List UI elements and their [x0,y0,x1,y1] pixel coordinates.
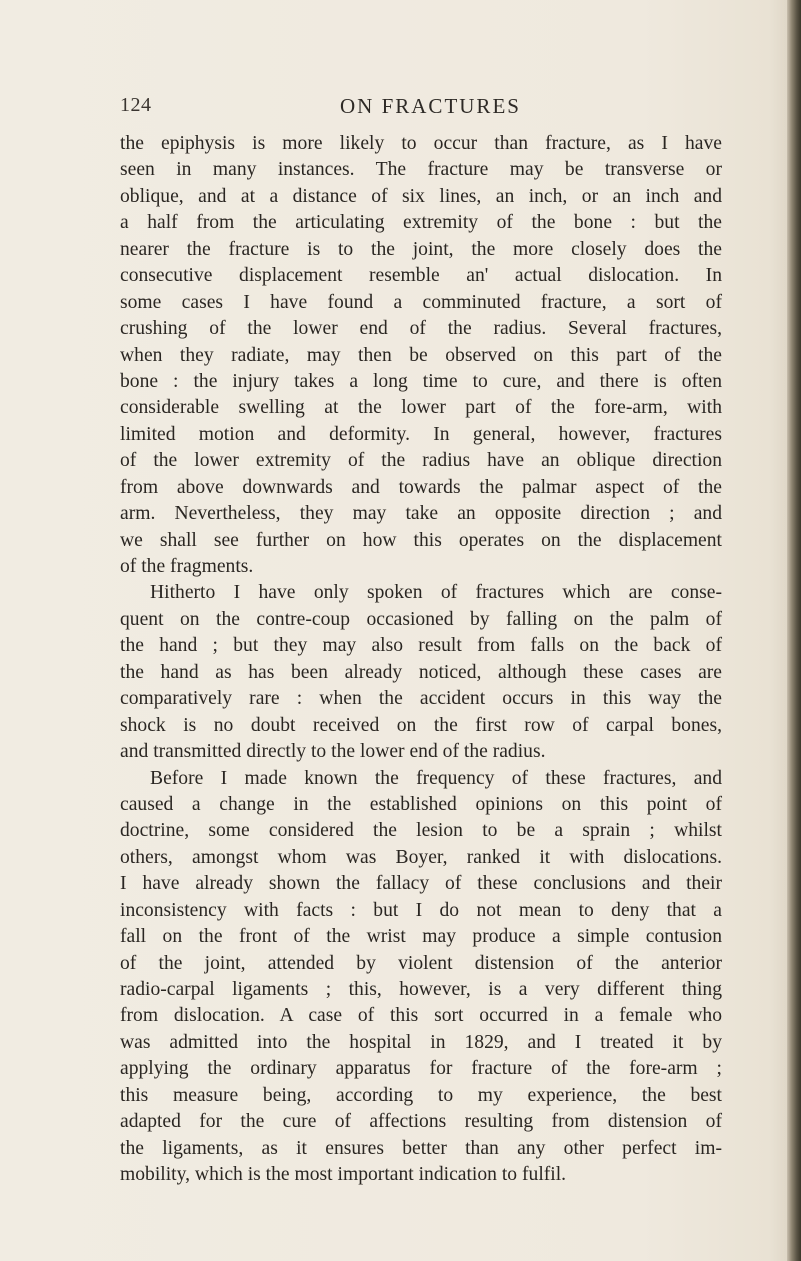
text-line: was admitted into the hospital in 1829, and I treated it by [120,1031,722,1053]
text-line: nearer the fracture is to the joint, the more closely does the [120,238,722,260]
text-line: adapted for the cure of affections resulting from distension of [120,1111,722,1133]
text-line: seen in many instances. The fracture may be transverse or [120,159,722,181]
text-line: when they radiate, may then be observed on this part of the [120,344,722,366]
text-line: we shall see further on how this operates on the displacement [120,529,722,551]
text-line: the hand ; but they may also result from falls on the back of [120,635,722,657]
text-line: this measure being, according to my experience, the best [120,1084,722,1106]
text-line: of the fragments. [120,556,254,577]
text-line: and transmitted directly to the lower end of the radius. [120,741,546,763]
text-line: fall on the front of the wrist may produce a simple contusion [120,926,722,948]
text-line: the hand as has been already noticed, although these cases are [120,661,722,683]
text-line: oblique, and at a distance of six lines, an inch, or an inch and [120,185,722,207]
text-line: some cases I have found a comminuted fracture, a sort of [120,291,722,313]
text-line: the epiphysis is more likely to occur than fracture, as I have [120,133,722,154]
text-line: caused a change in the established opinions on this point of [120,793,722,815]
text-line: crushing of the lower end of the radius. Several fractures, [120,318,722,340]
text-line: doctrine, some considered the lesion to be a sprain ; whilst [120,820,722,842]
page-number: 124 [120,94,152,116]
text-line: others, amongst whom was Boyer, ranked it with dislocations. [120,846,722,868]
text-line: limited motion and deformity. In general, however, fractures [120,423,722,445]
text-line: arm. Nevertheless, they may take an opposite direction ; and [120,503,722,525]
text-line: bone : the injury takes a long time to cure, and there is often [120,370,722,392]
text-line: quent on the contre-coup occasioned by falling on the palm of [120,608,722,630]
text-line: of the lower extremity of the radius have an oblique direction [120,450,722,472]
page-header [0,94,801,124]
text-line: of the joint, attended by violent distension of the anterior [120,952,722,974]
text-line: a half from the articulating extremity of the bone : but the [120,212,722,234]
page-edge-shadow [787,0,801,1261]
text-line: considerable swelling at the lower part of the fore-arm, with [120,397,722,419]
text-line: applying the ordinary apparatus for fracture of the fore-arm ; [120,1058,722,1080]
text-line: mobility, which is the most important indication to fulfil. [120,1164,567,1186]
text-line: Hitherto I have only spoken of fractures which are conse- [150,582,722,604]
text-line: I have already shown the fallacy of these conclusions and their [120,873,722,895]
body-text [120,131,722,1189]
text-line: from dislocation. A case of this sort occurred in a female who [120,1005,722,1027]
text-line: inconsistency with facts : but I do not mean to deny that a [120,899,722,921]
text-line: Before I made known the frequency of these fractures, and [150,767,722,789]
text-line: shock is no doubt received on the first row of carpal bones, [120,714,722,736]
text-line: consecutive displacement resemble an' actual dislocation. In [120,265,722,287]
text-line: from above downwards and towards the palmar aspect of the [120,476,722,498]
text-line: the ligaments, as it ensures better than any other perfect im- [120,1137,722,1159]
text-line: comparatively rare : when the accident occurs in this way the [120,688,722,710]
text-line: radio-carpal ligaments ; this, however, is a very different thing [120,979,722,1000]
running-head: ON FRACTURES [340,94,521,118]
